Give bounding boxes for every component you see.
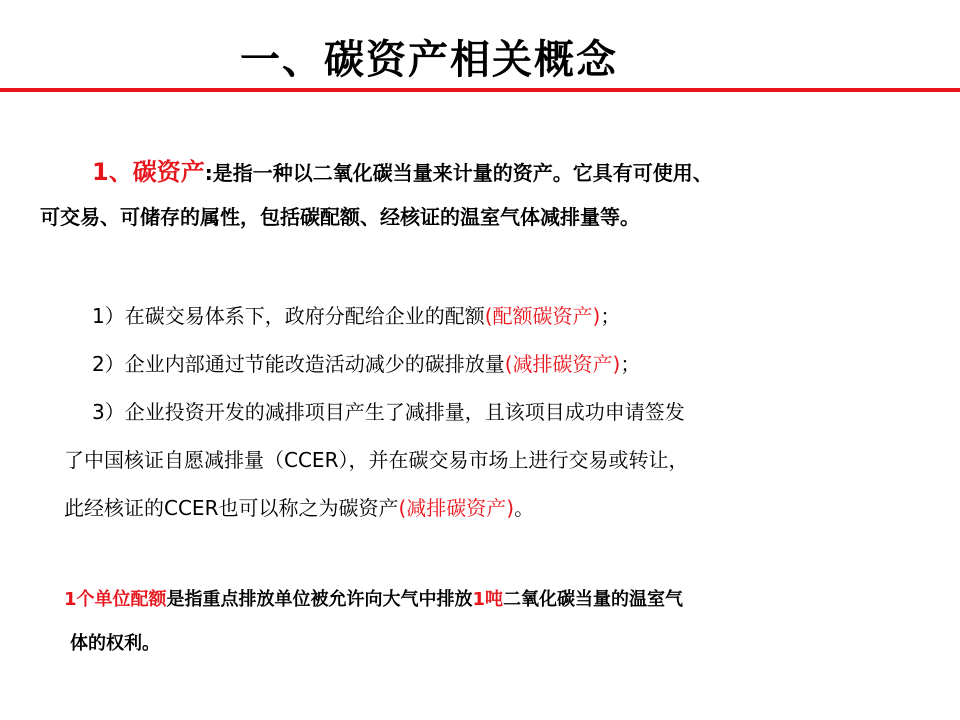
item-end: ；	[600, 304, 621, 328]
item-text: 此经核证的CCER也可以称之为碳资产	[64, 496, 399, 520]
page-title: 一、碳资产相关概念	[240, 37, 618, 83]
note-highlight: 1个单位配额	[64, 589, 167, 610]
item-tag: (减排碳资产)	[398, 496, 515, 520]
definition-number: 1、	[92, 158, 133, 186]
note-line-2: 体的权利。	[70, 633, 160, 654]
item-end: 。	[514, 496, 535, 520]
item-end: ；	[620, 352, 641, 376]
note-text: 是指重点排放单位被允许向大气中排放	[166, 589, 473, 610]
item-tag: (减排碳资产)	[504, 352, 621, 376]
definition-line-1	[40, 150, 920, 195]
definition-text: :是指一种以二氧化碳当量来计量的资产。它具有可使用、	[204, 161, 713, 185]
definition-term: 碳资产	[132, 158, 205, 186]
list-item	[64, 340, 924, 388]
item-tag: (配额碳资产)	[484, 304, 601, 328]
allowance-note	[64, 578, 924, 666]
note-highlight: 1吨	[472, 589, 504, 610]
list-item-continuation	[64, 484, 924, 532]
item-text: 2）企业内部通过节能改造活动减少的碳排放量	[92, 352, 505, 376]
list-item	[64, 292, 924, 340]
item-text: 1）在碳交易体系下，政府分配给企业的配额	[92, 304, 485, 328]
title-divider	[0, 88, 960, 92]
note-line-1	[64, 578, 924, 622]
asset-type-list	[64, 292, 924, 532]
definition-block	[40, 150, 920, 239]
list-item: 3）企业投资开发的减排项目产生了减排量，且该项目成功申请签发	[92, 400, 685, 424]
definition-line-2: 可交易、可储存的属性，包括碳配额、经核证的温室气体减排量等。	[40, 205, 640, 229]
note-text: 二氧化碳当量的温室气	[503, 589, 684, 610]
list-item-continuation: 了中国核证自愿减排量（CCER），并在碳交易市场上进行交易或转让，	[64, 448, 689, 472]
